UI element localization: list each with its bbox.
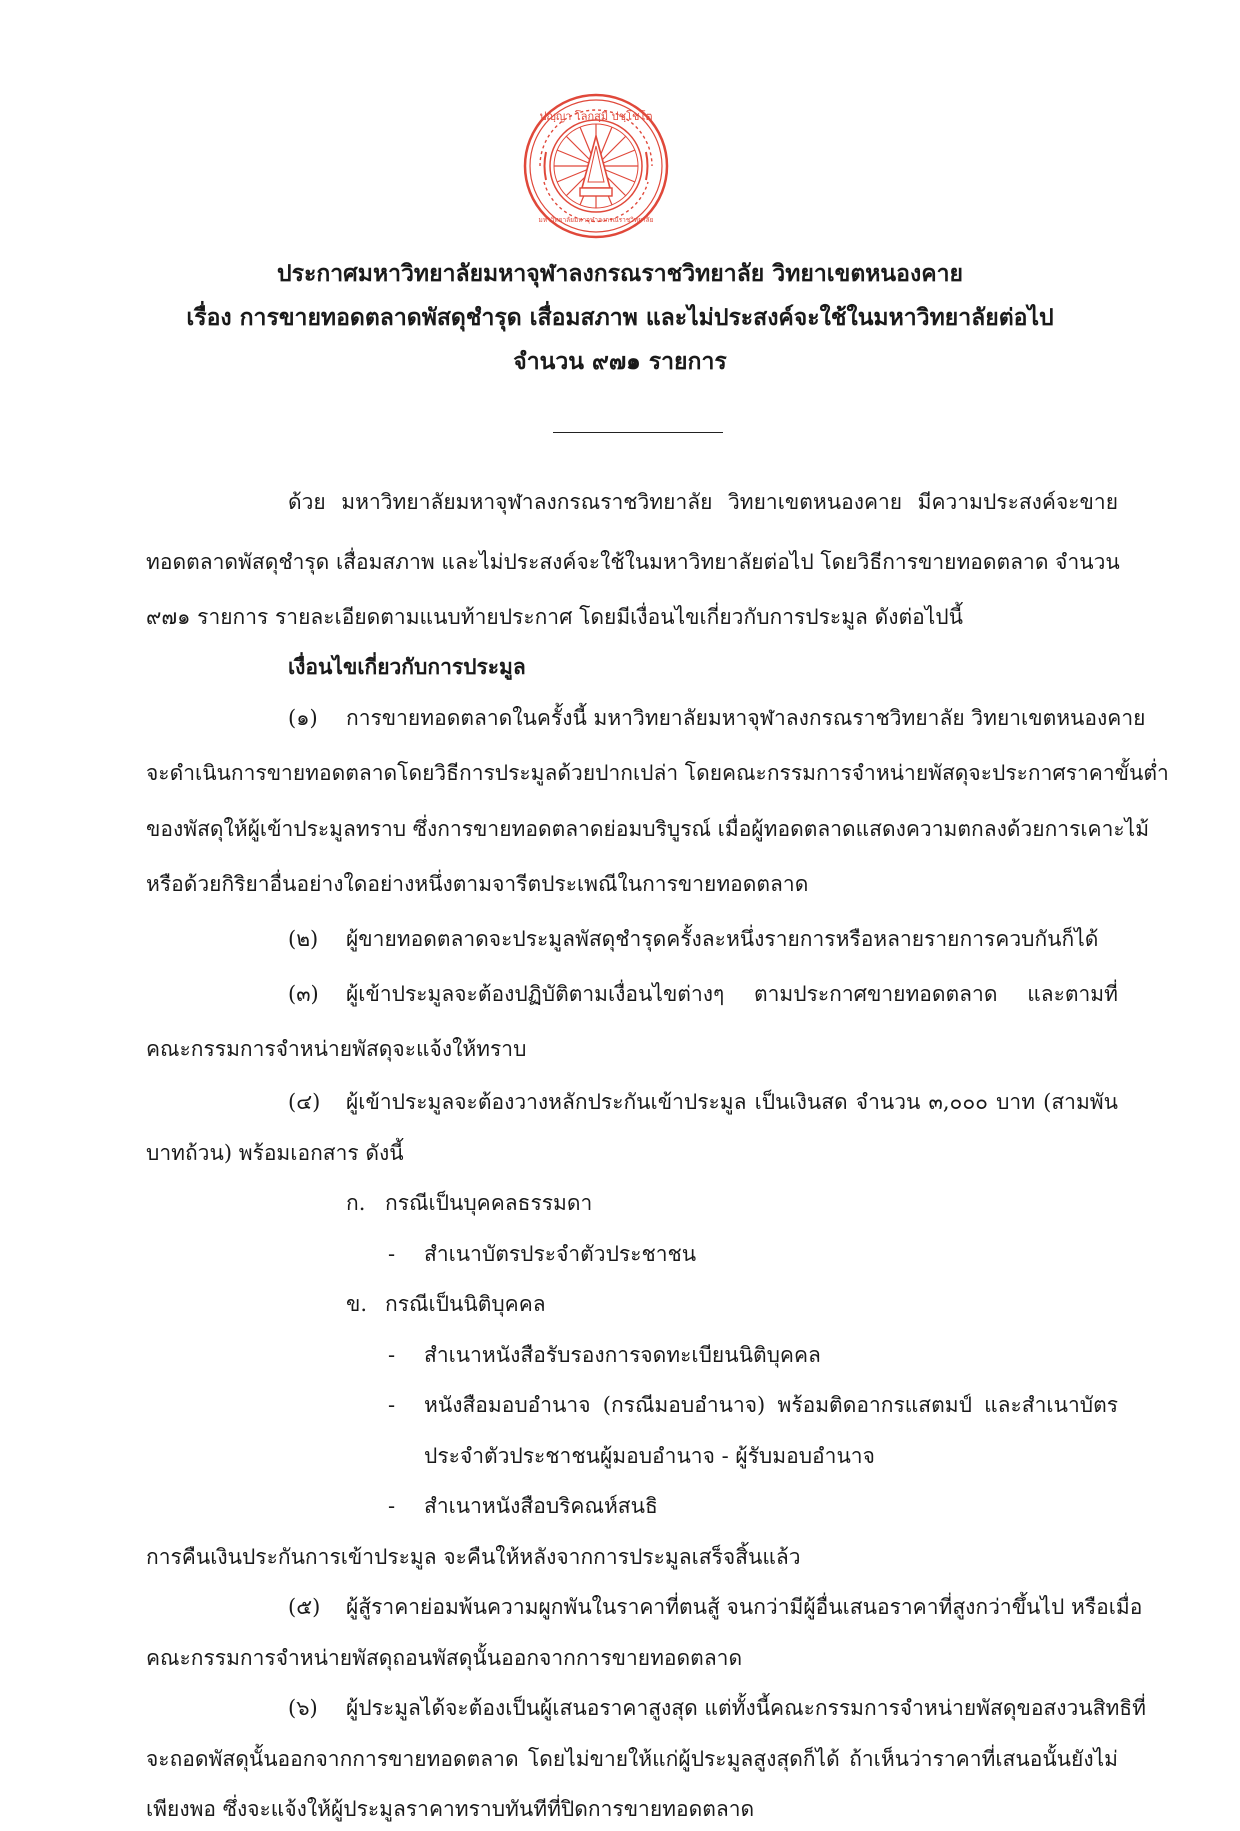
item-4-b3-dash: - — [388, 1494, 396, 1518]
item-1-line-1: การขายทอดตลาดในครั้งนี้ มหาวิทยาลัยมหาจุฬาลงกรณราชวิทยาลัย วิทยาเขตหนองคาย — [346, 706, 1146, 730]
item-1-number: (๑) — [288, 706, 318, 730]
item-4-b2-line-2: ประจำตัวประชาชนผู้มอบอำนาจ - ผู้รับมอบอำนาจ — [424, 1444, 875, 1468]
item-4-a1-text: สำเนาบัตรประจำตัวประชาชน — [424, 1242, 697, 1266]
seal-text: มหาวิทยาลัยมหาจุฬาลงกรณราชวิทยาลัย — [538, 216, 654, 224]
item-1-line-3: ของพัสดุให้ผู้เข้าประมูลทราบ ซึ่งการขายทอดตลาดย่อมบริบูรณ์ เมื่อผู้ทอดตลาดแสดงความตกลงด้วยการเคาะไม้ — [146, 817, 1150, 841]
item-4-a-label: ก. — [346, 1191, 366, 1215]
announcement-title: ประกาศมหาวิทยาลัยมหาจุฬาลงกรณราชวิทยาลัย วิทยาเขตหนองคาย — [277, 260, 963, 287]
item-2-line-1: ผู้ขายทอดตลาดจะประมูลพัสดุชำรุดครั้งละหนึ่งรายการหรือหลายรายการควบกันก็ได้ — [346, 927, 1099, 951]
item-4-b1-dash: - — [388, 1343, 396, 1367]
intro-line-3: ๙๗๑ รายการ รายละเอียดตามแนบท้ายประกาศ โดยมีเงื่อนไขเกี่ยวกับการประมูล ดังต่อไปนี้ — [146, 605, 963, 629]
item-4-b2-dash: - — [388, 1393, 396, 1417]
item-4-b3-text: สำเนาหนังสือบริคณห์สนธิ — [424, 1494, 658, 1518]
intro-line-1: ด้วย มหาวิทยาลัยมหาจุฬาลงกรณราชวิทยาลัย วิทยาเขตหนองคาย มีความประสงค์จะขาย — [288, 490, 1118, 514]
item-5-line-1: ผู้สู้ราคาย่อมพ้นความผูกพันในราคาที่ตนสู้ จนกว่ามีผู้อื่นเสนอราคาที่สูงกว่าขึ้นไป หรือเมื่อ — [346, 1595, 1143, 1619]
announcement-subject: เรื่อง การขายทอดตลาดพัสดุชำรุด เสื่อมสภาพ และไม่ประสงค์จะใช้ในมหาวิทยาลัยต่อไป — [186, 304, 1054, 331]
item-4-a1-dash: - — [388, 1242, 396, 1266]
title-divider — [553, 432, 723, 433]
item-6-line-2: จะถอดพัสดุนั้นออกจากการขายทอดตลาด โดยไม่ขายให้แก่ผู้ประมูลสูงสุดก็ได้ ถ้าเห็นว่าราคาที่เสนอนั้นยังไม่ — [146, 1747, 1118, 1771]
announcement-count: จำนวน ๙๗๑ รายการ — [513, 348, 727, 375]
item-6-line-1: ผู้ประมูลได้จะต้องเป็นผู้เสนอราคาสูงสุด แต่ทั้งนี้คณะกรรมการจำหน่ายพัสดุขอสงวนสิทธิที่ — [346, 1696, 1146, 1720]
item-4-a-text: กรณีเป็นบุคคลธรรมดา — [385, 1191, 593, 1215]
item-2-number: (๒) — [288, 927, 319, 951]
item-1-line-4: หรือด้วยกิริยาอื่นอย่างใดอย่างหนึ่งตามจารีตประเพณีในการขายทอดตลาด — [146, 872, 809, 896]
item-3-line-2: คณะกรรมการจำหน่ายพัสดุจะแจ้งให้ทราบ — [146, 1037, 527, 1061]
item-4-refund: การคืนเงินประกันการเข้าประมูล จะคืนให้หลังจากการประมูลเสร็จสิ้นแล้ว — [146, 1545, 801, 1569]
item-4-b1-text: สำเนาหนังสือรับรองการจดทะเบียนนิติบุคคล — [424, 1343, 821, 1367]
item-4-b2-line-1: หนังสือมอบอำนาจ (กรณีมอบอำนาจ) พร้อมติดอากรแสตมป์ และสำเนาบัตร — [424, 1393, 1118, 1417]
item-5-number: (๕) — [288, 1595, 321, 1619]
item-6-line-3: เพียงพอ ซึ่งจะแจ้งให้ผู้ประมูลราคาทราบทันทีที่ปิดการขายทอดตลาด — [146, 1797, 755, 1821]
item-4-b-label: ข. — [346, 1292, 368, 1316]
item-1-line-2: จะดำเนินการขายทอดตลาดโดยวิธีการประมูลด้วยปากเปล่า โดยคณะกรรมการจำหน่ายพัสดุจะประกาศราคาขั้นต่ำ — [146, 761, 1169, 785]
item-6-number: (๖) — [288, 1696, 318, 1720]
item-3-line-1: ผู้เข้าประมูลจะต้องปฏิบัติตามเงื่อนไขต่างๆ ตามประกาศขายทอดตลาด และตามที่ — [346, 982, 1118, 1006]
seal-motto: ปญฺญา โลกสฺมิ ปชฺโชโต — [539, 110, 653, 123]
item-4-number: (๔) — [288, 1090, 321, 1114]
intro-line-2: ทอดตลาดพัสดุชำรุด เสื่อมสภาพ และไม่ประสงค์จะใช้ในมหาวิทยาลัยต่อไป โดยวิธีการขายทอดตลาด จำนวน — [146, 550, 1120, 574]
item-3-number: (๓) — [288, 982, 319, 1006]
item-4-line-1: ผู้เข้าประมูลจะต้องวางหลักประกันเข้าประมูล เป็นเงินสด จำนวน ๓,๐๐๐ บาท (สามพัน — [346, 1090, 1118, 1114]
item-4-line-2: บาทถ้วน) พร้อมเอกสาร ดังนี้ — [146, 1141, 404, 1165]
item-4-b-text: กรณีเป็นนิติบุคคล — [385, 1292, 546, 1316]
item-5-line-2: คณะกรรมการจำหน่ายพัสดุถอนพัสดุนั้นออกจากการขายทอดตลาด — [146, 1646, 743, 1670]
conditions-heading: เงื่อนไขเกี่ยวกับการประมูล — [288, 654, 526, 679]
university-seal-logo — [522, 92, 670, 240]
